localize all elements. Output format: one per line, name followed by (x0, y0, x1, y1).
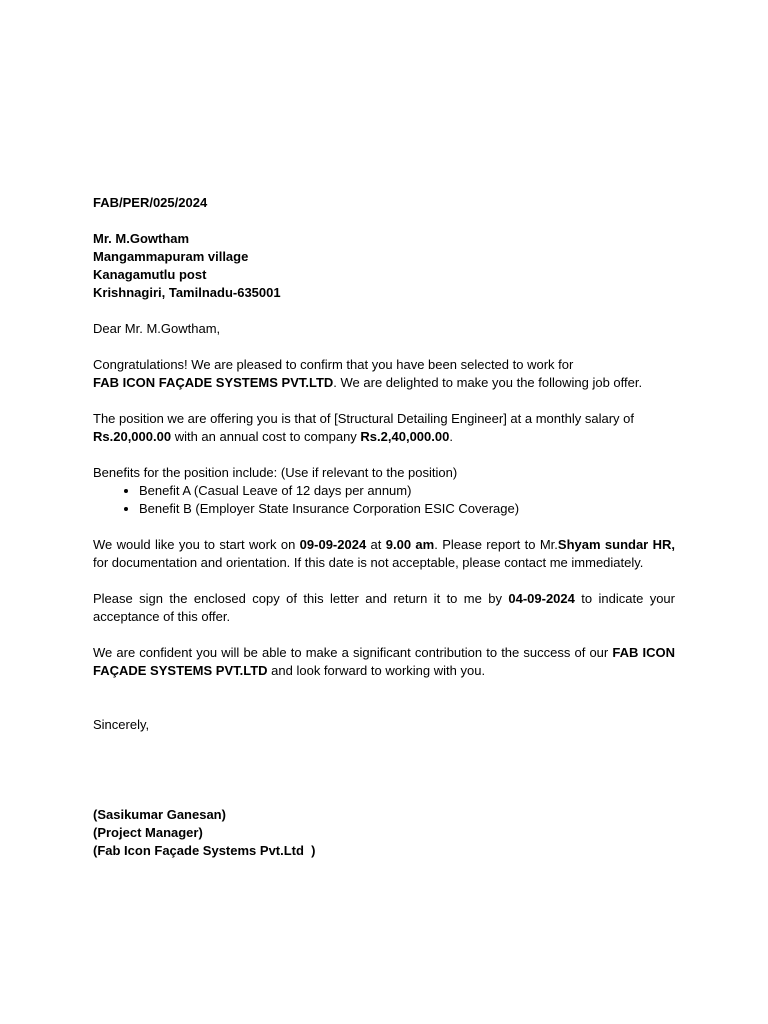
para3-text3: . Please report to Mr. (434, 537, 558, 552)
signatory-name: (Sasikumar Ganesan) (93, 807, 226, 822)
para4-text2: to indicate your acceptance of this offer. (93, 591, 675, 624)
para1-text1: Congratulations! We are pleased to confirm that you have been selected to work for (93, 357, 574, 372)
reference-number: FAB/PER/025/2024 (93, 195, 208, 210)
para3-text1: We would like you to start work on (93, 537, 300, 552)
para3-time: 9.00 am (385, 537, 435, 552)
recipient-line3: Krishnagiri, Tamilnadu-635001 (93, 285, 281, 300)
para1-company: FAB ICON FAÇADE SYSTEMS PVT.LTD (93, 375, 334, 390)
para4-text1: Please sign the enclosed copy of this letter and return it to me by (93, 591, 509, 606)
para4-date: 04-09-2024 (508, 591, 575, 606)
benefits-list (93, 482, 675, 518)
para5-text1: We are confident you will be able to make a significant contribution to the success of our (93, 645, 613, 660)
recipient-name: Mr. M.Gowtham (93, 231, 190, 246)
paragraph-sign-return (93, 590, 675, 626)
benefit-item: • Benefit B (Employer State Insurance Corporation ESIC Coverage) (139, 500, 675, 518)
salutation: Dear Mr. M.Gowtham, (93, 321, 221, 336)
recipient-line2: Kanagamutlu post (93, 267, 207, 282)
para2-salary: Rs.20,000.00 (93, 429, 172, 444)
para2-text2: with an annual cost to company (171, 429, 361, 444)
signatory-title: (Project Manager) (93, 825, 203, 840)
letter-body (93, 194, 675, 860)
para2-text3: . (449, 429, 453, 444)
para3-date: 09-09-2024 (299, 537, 367, 552)
paragraph-position (93, 410, 675, 446)
signatory-company: (Fab Icon Façade Systems Pvt.Ltd ) (93, 843, 316, 858)
recipient-address (93, 230, 675, 302)
para2-text1: The position we are offering you is that of [Structural Detailing Engineer] at a monthly salary of (93, 411, 634, 426)
para3-text4: for documentation and orientation. If this date is not acceptable, please contact me immediately. (93, 555, 644, 570)
paragraph-congratulations (93, 356, 675, 392)
recipient-line1: Mangammapuram village (93, 249, 249, 264)
paragraph-confidence (93, 644, 675, 680)
benefits-intro: Benefits for the position include: (Use if relevant to the position) (93, 465, 458, 480)
benefit-item: • Benefit A (Casual Leave of 12 days per annum) (139, 482, 675, 500)
para2-ctc: Rs.2,40,000.00 (360, 429, 450, 444)
para3-contact: Shyam sundar HR, (557, 537, 675, 552)
para1-text2: . We are delighted to make you the following job offer. (333, 375, 643, 390)
paragraph-start-date (93, 536, 675, 572)
para5-text2: and look forward to working with you. (267, 663, 486, 678)
para5-company: FAB ICON FAÇADE SYSTEMS PVT.LTD (93, 645, 675, 678)
closing: Sincerely, (93, 717, 150, 732)
para3-text2: at (366, 537, 386, 552)
signature-block (93, 806, 675, 860)
